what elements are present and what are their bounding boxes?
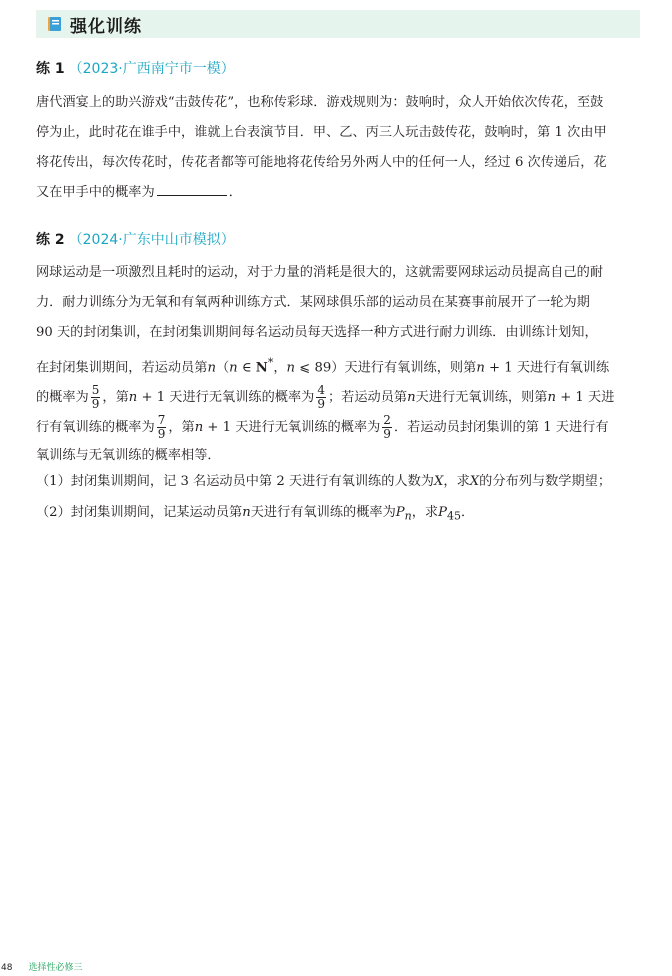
math-n: n: [476, 360, 485, 376]
exercise-1-source: （2023·广西南宁市一模）: [68, 61, 235, 77]
text-run: ；若运动员第: [328, 390, 408, 406]
text-run: ，求: [411, 505, 439, 520]
fraction: [91, 384, 101, 411]
math-n: n: [194, 420, 204, 436]
math-subscript: n: [404, 509, 412, 523]
text-run: 天进行无氧训练的概率为: [169, 390, 315, 406]
exercise-1-last-text: 又在甲手中的概率为: [36, 185, 155, 200]
math-plus-one: + 1: [137, 390, 170, 406]
exercise-2-line: 氧训练与无氧训练的概率相等．: [36, 448, 221, 464]
text-run: ．: [460, 505, 475, 520]
fraction-numerator: 7: [157, 413, 166, 428]
exercise-2-body: [36, 258, 638, 469]
exercise-1-label: 练 1: [36, 61, 65, 77]
math-plus-one: + 1: [203, 420, 236, 436]
question-1: [36, 472, 638, 492]
answer-blank[interactable]: [157, 181, 227, 196]
fraction-denominator: 9: [91, 397, 100, 412]
text-run: 天进行有氧训练的概率为: [250, 505, 396, 520]
exercise-2-label: 练 2: [36, 232, 65, 248]
question-2: [36, 503, 638, 527]
text-run: 的概率为: [36, 390, 89, 406]
fraction-denominator: 9: [317, 397, 325, 412]
text-run: ，第: [102, 390, 129, 406]
fraction-denominator: 9: [157, 427, 166, 442]
text-run: 天进: [588, 390, 615, 406]
exercise-1-heading: [36, 60, 235, 78]
page-number: 48: [1, 963, 13, 973]
text-run: （1）封闭集训期间，记 3 名运动员中第 2 天进行有氧训练的人数为: [36, 474, 434, 489]
fraction: [157, 414, 167, 441]
text-run: 天进行有氧训练: [516, 360, 610, 376]
exercise-1-line: 停为止，此时花在谁手中，谁就上台表演节目．甲、乙、丙三人玩击鼓传花，鼓响时，第 1 次由甲: [36, 125, 607, 140]
page-footer: [0, 960, 82, 973]
exercise-2-line: [36, 413, 638, 443]
exercise-2-line: [36, 348, 638, 383]
math-plus-one: + 1: [484, 360, 517, 376]
text-run: 天进行无氧训练的概率为: [235, 420, 381, 436]
fraction-numerator: 5: [91, 383, 100, 398]
exercise-1-line: 唐代酒宴上的助兴游戏“击鼓传花”，也称传彩球．游戏规则为：鼓响时，众人开始依次传花，至鼓: [36, 95, 604, 110]
text-run: 在封闭集训期间，若运动员第: [36, 360, 208, 376]
math-star: *: [267, 356, 274, 369]
math-n: n: [128, 390, 138, 406]
text-run: ，第: [168, 420, 195, 436]
math-n: n: [207, 360, 216, 376]
fraction: [382, 414, 392, 441]
exercise-1-line: 将花传出，每次传花时，传花者都等可能地将花传给另外两人中的任何一人，经过 6 次传递后，花: [36, 155, 607, 170]
math-le: ⩽ 89）: [295, 360, 345, 376]
exercise-1-end: ．: [228, 185, 242, 200]
math-n: n: [286, 360, 296, 376]
text-run: 行有氧训练的概率为: [36, 420, 155, 436]
exercise-1-body: [36, 88, 638, 208]
exercise-2-line: [36, 383, 638, 413]
text-run: ．若运动员封闭集训的第 1 天进行有: [393, 420, 609, 436]
section-header: [36, 10, 640, 38]
fraction-numerator: 4: [317, 383, 325, 398]
exercise-2-line: 90 天的封闭集训，在封闭集训期间每名运动员每天选择一种方式进行耐力训练．由训练计划知，: [36, 325, 598, 340]
book-name: 选择性必修三: [28, 963, 83, 973]
fraction: [316, 384, 326, 411]
math-naturals: N: [255, 360, 268, 376]
math-P: P: [438, 505, 447, 520]
exercise-2-line: 力．耐力训练分为无氧和有氧两种训练方式．某网球俱乐部的运动员在某赛事前展开了一轮为期: [36, 295, 590, 310]
math-X: X: [434, 474, 444, 489]
math-P: P: [395, 505, 405, 520]
section-title: 强化训练: [70, 16, 142, 37]
book-icon: [46, 15, 64, 33]
math-plus-one: + 1: [556, 390, 589, 406]
math-n: n: [547, 390, 556, 406]
math-subscript: 45: [446, 509, 461, 523]
exercise-2-line: 网球运动是一项激烈且耗时的运动，对于力量的消耗是很大的，这就需要网球运动员提高自己的耐: [36, 265, 604, 280]
exercise-1-line: [36, 178, 638, 208]
text-run: ，: [273, 360, 287, 376]
text-run: （2）封闭集训期间，记某运动员第: [36, 505, 243, 520]
text-run: ，求: [443, 474, 470, 489]
fraction-numerator: 2: [383, 413, 391, 428]
math-n: n: [229, 360, 238, 376]
math-n: n: [242, 505, 251, 520]
math-in: ∈: [237, 360, 256, 376]
math-X: X: [469, 474, 480, 489]
exercise-2-source: （2024·广东中山市模拟）: [68, 232, 235, 248]
exercise-2-heading: [36, 231, 235, 249]
text-run: 天进行有氧训练，则第: [344, 360, 477, 376]
text-run: 天进行无氧训练，则第: [415, 390, 548, 406]
text-run: （: [215, 360, 230, 376]
text-run: 的分布列与数学期望；: [479, 474, 612, 489]
fraction-denominator: 9: [383, 427, 391, 442]
math-n: n: [407, 390, 416, 406]
